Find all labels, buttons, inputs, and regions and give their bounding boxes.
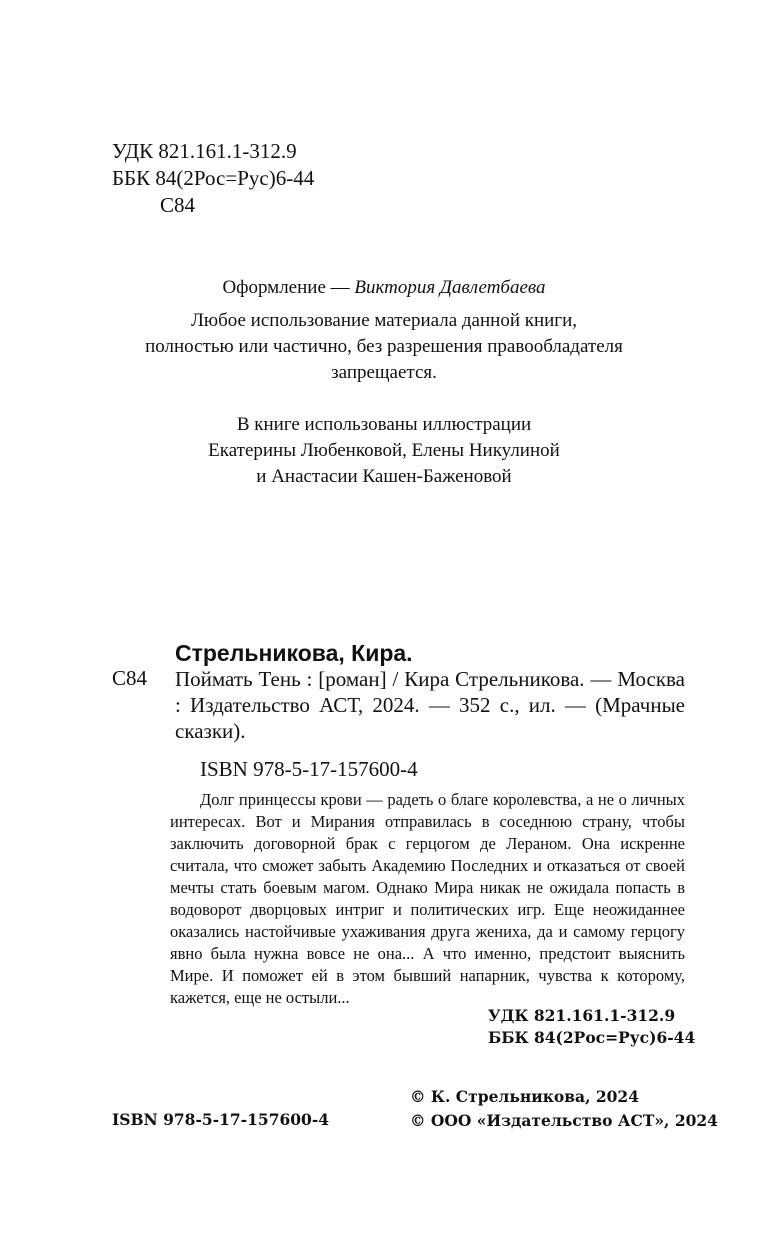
- footer-udk: УДК 821.161.1-312.9: [488, 1006, 676, 1025]
- illustrations-line: В книге использованы иллюстрации: [236, 414, 532, 435]
- copyright-note: [0, 308, 768, 386]
- classification-header: [112, 138, 314, 219]
- copyright-block: [410, 1085, 718, 1133]
- bib-author: Стрельникова, Кира.: [175, 640, 413, 666]
- author-mark: С84: [160, 193, 196, 217]
- udk-code: УДК 821.161.1-312.9: [112, 139, 297, 163]
- copyright-author: © К. Стрельникова, 2024: [410, 1087, 639, 1106]
- annotation-text: Долг принцессы крови — радеть о благе королевства, а не о личных интересах. Вот и Мирания отправилась в соседнюю страну, чтобы заключить договорной брак с герцогом де Лераном. Она искренне считала, что сможет забыть Академию Последних и отказаться от своей мечты стать боевым магом. Однако Мира никак не ожидала попасть в водоворот дворцовых интриг и политических игр. Еще неожиданнее оказались настойчивые ухаживания друга жениха, да и самому герцогу явно была нужна вовсе не она... А что именно, предстоит выяснить Мире. И поможет ей в этом бывший напарник, чувства к которому, кажется, еще не остыли...: [170, 790, 685, 1007]
- footer-isbn: ISBN 978-5-17-157600-4: [112, 1110, 330, 1129]
- copyright-note-line: Любое использование материала данной книги,: [190, 310, 578, 331]
- bbk-code: ББК 84(2Рос=Рус)6-44: [112, 166, 315, 190]
- copyright-publisher: © ООО «Издательство АСТ», 2024: [410, 1111, 718, 1130]
- illustrations-note: [0, 412, 768, 490]
- illustrations-line: Екатерины Любенковой, Елены Никулиной: [208, 440, 560, 461]
- bib-isbn: ISBN 978-5-17-157600-4: [200, 757, 418, 781]
- footer-bbk: ББК 84(2Рос=Рус)6-44: [488, 1028, 696, 1047]
- copyright-note-line: запрещается.: [331, 362, 437, 383]
- bib-description: Поймать Тень : [роман] / Кира Стрельникова. — Москва : Издательство АСТ, 2024. — 352 с., ил. — (Мрачные сказки).: [175, 667, 685, 743]
- copyright-note-line: полностью или частично, без разрешения правообладателя: [145, 336, 623, 357]
- illustrations-line: и Анастасии Кашен-Баженовой: [256, 466, 512, 487]
- design-credits: [0, 275, 768, 301]
- footer-classification: [488, 1005, 695, 1049]
- bib-author-mark: С84: [112, 666, 148, 690]
- designer-name: Виктория Давлетбаева: [354, 277, 546, 298]
- credits-prefix: Оформление —: [222, 277, 355, 298]
